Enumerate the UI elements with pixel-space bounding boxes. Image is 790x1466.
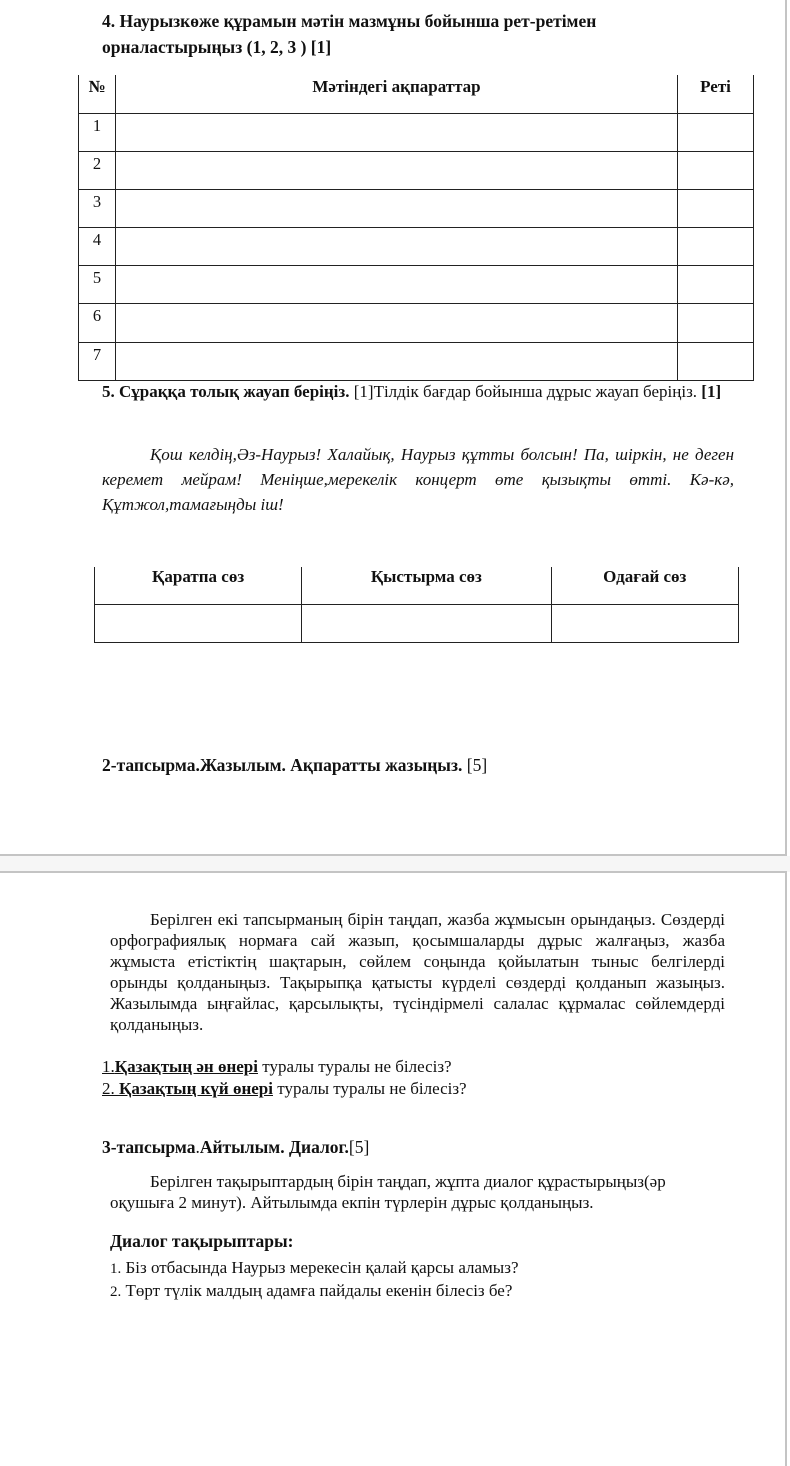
task-3-score: [5] <box>348 1137 370 1157</box>
row-info-cell[interactable] <box>116 304 678 342</box>
task-2-title <box>102 755 487 776</box>
header-info: Мәтіндегі ақпараттар <box>116 75 678 113</box>
word-types-table <box>94 567 739 643</box>
row-number: 7 <box>79 342 116 380</box>
question-5-score: [1] <box>701 382 722 401</box>
row-info-cell[interactable] <box>116 266 678 304</box>
topic-number: 1. <box>102 1057 115 1076</box>
dialog-topic-text: Төрт түлік малдың адамға пайдалы екенін білесіз бе? <box>121 1281 513 1300</box>
row-order-cell[interactable] <box>678 228 754 266</box>
task-3-title <box>102 1137 369 1158</box>
writing-topic-item <box>102 1078 467 1100</box>
page-gap <box>0 856 790 872</box>
dialog-topic-item <box>110 1280 519 1303</box>
header-karatpa: Қаратпа сөз <box>95 567 302 604</box>
row-info-cell[interactable] <box>116 113 678 151</box>
row-order-cell[interactable] <box>678 151 754 189</box>
speaking-instructions: Берілген тақырыптардың бірін таңдап, жұпта диалог құрастырыңыз(әр оқушыға 2 минут). Айтылымда екпін түрлерін дұрыс қолданыңыз. <box>110 1172 666 1212</box>
table-row <box>79 266 754 304</box>
question-5-heading: 5. Сұраққа толық жауап беріңіз. <box>102 382 350 401</box>
row-number: 2 <box>79 151 116 189</box>
task-3-dot: . <box>195 1137 200 1157</box>
table-row <box>79 342 754 380</box>
question-5-quote: Қош келдің,Әз-Наурыз! Халайық, Наурыз құтты болсын! Па, шіркін, не деген керемет мейрам! Меніңше,мерекелік концерт өте қызықты өтті. Кә-кә, Құтжол,тамағыңды іш! <box>102 445 734 514</box>
header-odagai: Одағай сөз <box>551 567 738 604</box>
topic-rest: туралы туралы не білесіз? <box>257 1057 452 1076</box>
row-number: 4 <box>79 228 116 266</box>
answer-cell-odagai[interactable] <box>551 604 738 642</box>
topic-bold: Қазақтың ән өнері <box>114 1057 258 1076</box>
writing-topic-item <box>102 1056 467 1078</box>
table-header-row <box>79 75 754 113</box>
row-order-cell[interactable] <box>678 304 754 342</box>
topic-number: 2. <box>102 1079 119 1098</box>
header-kystyrma: Қыстырма сөз <box>302 567 551 604</box>
table-row <box>79 151 754 189</box>
header-number: № <box>79 75 116 113</box>
table-row <box>79 228 754 266</box>
row-number: 1 <box>79 113 116 151</box>
row-info-cell[interactable] <box>116 342 678 380</box>
row-order-cell[interactable] <box>678 266 754 304</box>
writing-topics-list <box>102 1056 467 1100</box>
task-3-heading-c: Айтылым. Диалог. <box>199 1137 349 1157</box>
document-page-2 <box>0 871 787 1466</box>
row-order-cell[interactable] <box>678 189 754 227</box>
table-row <box>95 604 739 642</box>
dialog-topics-list <box>110 1257 519 1303</box>
dialog-topic-item <box>110 1257 519 1280</box>
row-order-cell[interactable] <box>678 342 754 380</box>
answer-cell-karatpa[interactable] <box>95 604 302 642</box>
dialog-topics-title: Диалог тақырыптары: <box>110 1231 294 1251</box>
header-order: Реті <box>678 75 754 113</box>
dialog-topic-number: 2. <box>110 1284 122 1300</box>
writing-instructions: Берілген екі тапсырманың бірін таңдап, жазба жұмысын орындаңыз. Сөздерді орфографиялық нормаға сай жазып, қосымшаларды дұрыс жалғаңыз, жазба жұмыста етістіктің шақтарын, сөйлем соңында қойылатын тыныс белгілерді орынды қолданыңыз. Тақырыпқа қатысты күрделі сөздерді қолданып жазыңыз. Жазылымда ыңғайлас, қарсылықты, түсіндірмелі салалас құрмалас сөйлемдерді қолданыңыз. <box>110 910 725 1034</box>
row-info-cell[interactable] <box>116 151 678 189</box>
task-2-score: [5] <box>462 755 488 775</box>
answer-cell-kystyrma[interactable] <box>302 604 551 642</box>
table-row <box>79 113 754 151</box>
row-info-cell[interactable] <box>116 228 678 266</box>
topic-rest: туралы туралы не білесіз? <box>272 1079 467 1098</box>
topic-bold: Қазақтың күй өнері <box>119 1079 273 1098</box>
row-info-cell[interactable] <box>116 189 678 227</box>
row-number: 5 <box>79 266 116 304</box>
question-4-title: 4. Наурызкөже құрамын мәтін мазмұны бойынша рет-ретімен орналастырыңыз (1, 2, 3 ) [1] <box>102 11 597 57</box>
table-row <box>79 304 754 342</box>
ordering-table <box>78 75 754 381</box>
dialog-topic-text: Біз отбасында Наурыз мерекесін қалай қарсы аламыз? <box>121 1258 519 1277</box>
question-5-text: [1]Тілдік бағдар бойынша дұрыс жауап беріңіз. <box>349 382 702 401</box>
dialog-topic-number: 1. <box>110 1261 122 1277</box>
row-number: 3 <box>79 189 116 227</box>
row-order-cell[interactable] <box>678 113 754 151</box>
task-2-heading: 2-тапсырма.Жазылым. Ақпаратты жазыңыз. <box>102 755 463 775</box>
row-number: 6 <box>79 304 116 342</box>
question-5-title <box>102 380 732 404</box>
task-3-heading-a: 3-тапсырма <box>102 1137 196 1157</box>
table-header-row <box>95 567 739 604</box>
table-row <box>79 189 754 227</box>
